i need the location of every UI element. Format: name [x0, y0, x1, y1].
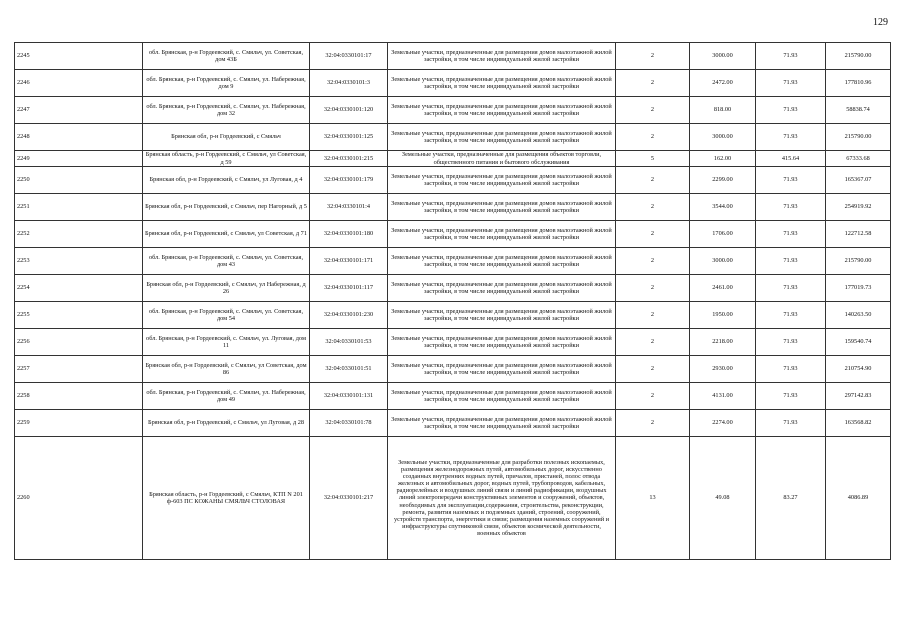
- address-cell: обл. Брянская, р-н Гордеевский, с. Смяльч, ул. Набережная, дом 32: [143, 97, 310, 124]
- cadastral-number-cell: 32:04:0330101:217: [310, 437, 388, 560]
- table-row: [15, 194, 891, 221]
- address-cell: обл. Брянская, р-н Гордеевский, с. Смяльч, ул. Набережная, дом 9: [143, 70, 310, 97]
- use-group-cell: 2: [616, 167, 690, 194]
- cadastral-value-cell: 163568.82: [826, 410, 891, 437]
- area-cell: 2930.00: [690, 356, 756, 383]
- cadastral-value-cell: 297142.83: [826, 383, 891, 410]
- address-cell: Брянская область, р-н Гордеевский, с Смяльч, ул Советская, д 59: [143, 151, 310, 167]
- address-cell: Брянская область, р-н Гордеевский, с Смяльч, КТП N 201 ф-603 ПС КОЖАНЫ СМЯЛЬЧ СТОЛОВАЯ: [143, 437, 310, 560]
- cadastral-value-cell: 67333.68: [826, 151, 891, 167]
- row-number-cell: 2255: [15, 302, 143, 329]
- row-number-cell: 2246: [15, 70, 143, 97]
- specific-value-cell: 415.64: [756, 151, 826, 167]
- cadastral-value-cell: 177810.96: [826, 70, 891, 97]
- area-cell: 49.08: [690, 437, 756, 560]
- specific-value-cell: 71.93: [756, 383, 826, 410]
- cadastral-number-cell: 32:04:0330101:3: [310, 70, 388, 97]
- area-cell: 4131.00: [690, 383, 756, 410]
- table-row: [15, 151, 891, 167]
- table-body: [15, 43, 891, 560]
- table-row: [15, 221, 891, 248]
- specific-value-cell: 71.93: [756, 410, 826, 437]
- area-cell: 818.00: [690, 97, 756, 124]
- permitted-use-cell: Земельные участки, предназначенные для разработки полезных ископаемых, размещения железнодорожных путей, автомобильных дорог, искусственно созданных внутренних водных путей, причалов, пристаней, полос отвода железных и автомобильных дорог, водных путей, трубопроводов, кабельных, радиорелейных и воздушных линий связи и линий радиофикации, воздушных линий электропередачи конструктивных элементов и сооружений, объектов, необходимых для эксплуатации,содержания, строительства, реконструкции, ремонта, развития наземных и подземных зданий, строений, сооружений, устройств транспорта, энергетики и связи; размещения наземных сооружений и инфраструктуры спутниковой связи, объектов космической деятельности, военных объектов: [388, 437, 616, 560]
- specific-value-cell: 83.27: [756, 437, 826, 560]
- address-cell: Брянская обл, р-н Гордеевский, с Смяльч, пер Нагорный, д 5: [143, 194, 310, 221]
- row-number-cell: 2250: [15, 167, 143, 194]
- address-cell: обл. Брянская, р-н Гордеевский, с. Смяльч, ул. Советская, дом 54: [143, 302, 310, 329]
- row-number-cell: 2247: [15, 97, 143, 124]
- address-cell: Брянская обл, р-н Гордеевский, с Смяльч, ул Луговая, д 28: [143, 410, 310, 437]
- cadastral-number-cell: 32:04:0330101:215: [310, 151, 388, 167]
- address-cell: обл. Брянская, р-н Гордеевский, с. Смяльч, ул. Советская, дом 43: [143, 248, 310, 275]
- area-cell: 3000.00: [690, 43, 756, 70]
- cadastral-number-cell: 32:04:0330101:125: [310, 124, 388, 151]
- cadastral-number-cell: 32:04:0330101:120: [310, 97, 388, 124]
- address-cell: Брянская обл, р-н Гордеевский, с Смяльч, ул Советская, д 71: [143, 221, 310, 248]
- row-number-cell: 2249: [15, 151, 143, 167]
- cadastral-value-cell: 254919.92: [826, 194, 891, 221]
- use-group-cell: 2: [616, 124, 690, 151]
- row-number-cell: 2257: [15, 356, 143, 383]
- cadastral-value-cell: 210754.90: [826, 356, 891, 383]
- table-row: [15, 97, 891, 124]
- specific-value-cell: 71.93: [756, 167, 826, 194]
- permitted-use-cell: Земельные участки, предназначенные для размещения домов малоэтажной жилой застройки, в том числе индивидуальной жилой застройки: [388, 167, 616, 194]
- cadastral-value-cell: 122712.58: [826, 221, 891, 248]
- row-number-cell: 2256: [15, 329, 143, 356]
- use-group-cell: 2: [616, 302, 690, 329]
- address-cell: Брянская обл, р-н Гордеевский, с Смяльч, ул Луговая, д 4: [143, 167, 310, 194]
- area-cell: 2472.00: [690, 70, 756, 97]
- specific-value-cell: 71.93: [756, 221, 826, 248]
- row-number-cell: 2259: [15, 410, 143, 437]
- permitted-use-cell: Земельные участки, предназначенные для размещения домов малоэтажной жилой застройки, в том числе индивидуальной жилой застройки: [388, 302, 616, 329]
- use-group-cell: 2: [616, 329, 690, 356]
- row-number-cell: 2254: [15, 275, 143, 302]
- permitted-use-cell: Земельные участки, предназначенные для размещения домов малоэтажной жилой застройки, в том числе индивидуальной жилой застройки: [388, 356, 616, 383]
- cadastral-number-cell: 32:04:0330101:4: [310, 194, 388, 221]
- use-group-cell: 2: [616, 194, 690, 221]
- address-cell: Брянская обл, р-н Гордеевский, с Смяльч: [143, 124, 310, 151]
- table-row: [15, 383, 891, 410]
- cadastral-number-cell: 32:04:0330101:179: [310, 167, 388, 194]
- use-group-cell: 2: [616, 97, 690, 124]
- address-cell: обл. Брянская, р-н Гордеевский, с. Смяльч, ул. Советская, дом 43Б: [143, 43, 310, 70]
- cadastral-value-cell: 58838.74: [826, 97, 891, 124]
- use-group-cell: 2: [616, 410, 690, 437]
- specific-value-cell: 71.93: [756, 248, 826, 275]
- area-cell: 3000.00: [690, 248, 756, 275]
- area-cell: 162.00: [690, 151, 756, 167]
- specific-value-cell: 71.93: [756, 70, 826, 97]
- permitted-use-cell: Земельные участки, предназначенные для размещения домов малоэтажной жилой застройки, в том числе индивидуальной жилой застройки: [388, 70, 616, 97]
- specific-value-cell: 71.93: [756, 124, 826, 151]
- permitted-use-cell: Земельные участки, предназначенные для размещения домов малоэтажной жилой застройки, в том числе индивидуальной жилой застройки: [388, 329, 616, 356]
- use-group-cell: 2: [616, 383, 690, 410]
- cadastral-value-cell: 177019.73: [826, 275, 891, 302]
- permitted-use-cell: Земельные участки, предназначенные для размещения домов малоэтажной жилой застройки, в том числе индивидуальной жилой застройки: [388, 275, 616, 302]
- cadastral-number-cell: 32:04:0330101:230: [310, 302, 388, 329]
- area-cell: 2461.00: [690, 275, 756, 302]
- cadastral-value-cell: 165367.07: [826, 167, 891, 194]
- row-number-cell: 2260: [15, 437, 143, 560]
- use-group-cell: 2: [616, 221, 690, 248]
- specific-value-cell: 71.93: [756, 43, 826, 70]
- row-number-cell: 2258: [15, 383, 143, 410]
- area-cell: 3000.00: [690, 124, 756, 151]
- area-cell: 3544.00: [690, 194, 756, 221]
- cadastral-value-cell: 215790.00: [826, 248, 891, 275]
- use-group-cell: 2: [616, 43, 690, 70]
- permitted-use-cell: Земельные участки, предназначенные для размещения объектов торговли, общественного питания и бытового обслуживания: [388, 151, 616, 167]
- page-number: 129: [873, 17, 888, 28]
- address-cell: обл. Брянская, р-н Гордеевский, с. Смяльч, ул. Луговая, дом 11: [143, 329, 310, 356]
- specific-value-cell: 71.93: [756, 194, 826, 221]
- table-row: [15, 43, 891, 70]
- table-row: [15, 70, 891, 97]
- use-group-cell: 2: [616, 70, 690, 97]
- permitted-use-cell: Земельные участки, предназначенные для размещения домов малоэтажной жилой застройки, в том числе индивидуальной жилой застройки: [388, 97, 616, 124]
- use-group-cell: 13: [616, 437, 690, 560]
- row-number-cell: 2253: [15, 248, 143, 275]
- cadastral-value-cell: 4086.89: [826, 437, 891, 560]
- table-row: [15, 302, 891, 329]
- permitted-use-cell: Земельные участки, предназначенные для размещения домов малоэтажной жилой застройки, в том числе индивидуальной жилой застройки: [388, 248, 616, 275]
- cadastral-value-cell: 159540.74: [826, 329, 891, 356]
- area-cell: 2274.00: [690, 410, 756, 437]
- permitted-use-cell: Земельные участки, предназначенные для размещения домов малоэтажной жилой застройки, в том числе индивидуальной жилой застройки: [388, 124, 616, 151]
- address-cell: Брянская обл, р-н Гордеевский, с Смяльч, ул Советская, дом 86: [143, 356, 310, 383]
- cadastral-value-cell: 140263.50: [826, 302, 891, 329]
- specific-value-cell: 71.93: [756, 302, 826, 329]
- area-cell: 1706.00: [690, 221, 756, 248]
- use-group-cell: 2: [616, 356, 690, 383]
- cadastral-number-cell: 32:04:0330101:78: [310, 410, 388, 437]
- specific-value-cell: 71.93: [756, 329, 826, 356]
- cadastral-number-cell: 32:04:0330101:17: [310, 43, 388, 70]
- permitted-use-cell: Земельные участки, предназначенные для размещения домов малоэтажной жилой застройки, в том числе индивидуальной жилой застройки: [388, 43, 616, 70]
- permitted-use-cell: Земельные участки, предназначенные для размещения домов малоэтажной жилой застройки, в том числе индивидуальной жилой застройки: [388, 221, 616, 248]
- cadastral-value-cell: 215790.00: [826, 43, 891, 70]
- cadastral-number-cell: 32:04:0330101:51: [310, 356, 388, 383]
- cadastral-number-cell: 32:04:0330101:117: [310, 275, 388, 302]
- cadastral-number-cell: 32:04:0330101:171: [310, 248, 388, 275]
- table-row: [15, 124, 891, 151]
- table-row: [15, 248, 891, 275]
- land-valuation-table: [14, 42, 891, 560]
- permitted-use-cell: Земельные участки, предназначенные для размещения домов малоэтажной жилой застройки, в том числе индивидуальной жилой застройки: [388, 194, 616, 221]
- row-number-cell: 2252: [15, 221, 143, 248]
- address-cell: обл. Брянская, р-н Гордеевский, с. Смяльч, ул. Набережная, дом 49: [143, 383, 310, 410]
- area-cell: 1950.00: [690, 302, 756, 329]
- table-row: [15, 356, 891, 383]
- row-number-cell: 2248: [15, 124, 143, 151]
- row-number-cell: 2245: [15, 43, 143, 70]
- permitted-use-cell: Земельные участки, предназначенные для размещения домов малоэтажной жилой застройки, в том числе индивидуальной жилой застройки: [388, 410, 616, 437]
- specific-value-cell: 71.93: [756, 356, 826, 383]
- table-row: [15, 329, 891, 356]
- table-row: [15, 167, 891, 194]
- area-cell: 2218.00: [690, 329, 756, 356]
- permitted-use-cell: Земельные участки, предназначенные для размещения домов малоэтажной жилой застройки, в том числе индивидуальной жилой застройки: [388, 383, 616, 410]
- cadastral-number-cell: 32:04:0330101:180: [310, 221, 388, 248]
- table-row: [15, 437, 891, 560]
- cadastral-number-cell: 32:04:0330101:53: [310, 329, 388, 356]
- cadastral-number-cell: 32:04:0330101:131: [310, 383, 388, 410]
- specific-value-cell: 71.93: [756, 97, 826, 124]
- specific-value-cell: 71.93: [756, 275, 826, 302]
- use-group-cell: 5: [616, 151, 690, 167]
- use-group-cell: 2: [616, 275, 690, 302]
- table-row: [15, 275, 891, 302]
- row-number-cell: 2251: [15, 194, 143, 221]
- table-row: [15, 410, 891, 437]
- address-cell: Брянская обл, р-н Гордеевский, с Смяльч, ул Набережная, д 26: [143, 275, 310, 302]
- cadastral-value-cell: 215790.00: [826, 124, 891, 151]
- use-group-cell: 2: [616, 248, 690, 275]
- area-cell: 2299.00: [690, 167, 756, 194]
